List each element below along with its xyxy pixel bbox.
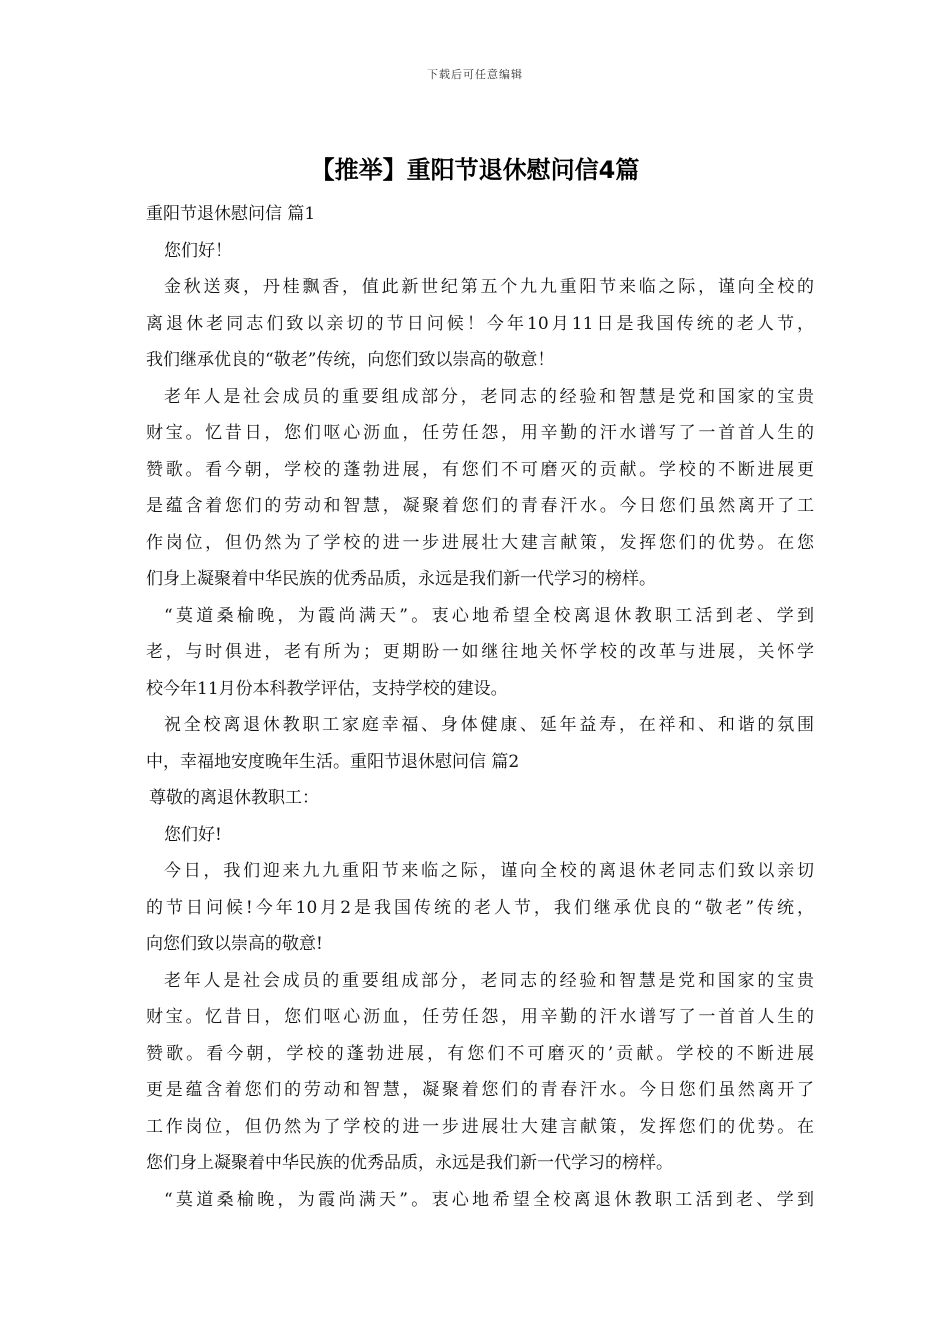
text-line: 老，与时俱进，老有所为；更期盼一如继往地关怀学校的改革与进展，关怀学 xyxy=(146,642,814,662)
text-line: “莫道桑榆晚，为霞尚满天”。衷心地希望全校离退休教职工活到老、学到 xyxy=(164,605,814,626)
text-line: 的节日问候!今年10月2是我国传统的老人节，我们继承优良的“敬老”传统， xyxy=(146,897,814,918)
text-line: 您们身上凝聚着中华民族的优秀品质，永远是我们新一代学习的榜样。 xyxy=(146,1153,673,1173)
header-note: 下载后可任意编辑 xyxy=(427,68,523,81)
text-line: 尊敬的离退休教职工： xyxy=(149,788,319,808)
text-line: “莫道桑榆晚，为霞尚满天”。衷心地希望全校离退休教职工活到老、学到 xyxy=(164,1189,814,1210)
text-line: 我们继承优良的“敬老”传统，向您们致以崇高的敬意！ xyxy=(146,350,555,370)
text-line: 校今年11月份本科教学评估，支持学校的建设。 xyxy=(146,678,508,699)
text-line: 财宝。忆昔日，您们呕心沥血，任劳任怨，用辛勤的汗水谱写了一首首人生的 xyxy=(146,1007,814,1027)
text-line: 您们好！ xyxy=(164,240,232,261)
text-line: 赞歌。看今朝，学校的蓬勃进展，有您们不可磨灭的’贡献。学校的不断进展 xyxy=(146,1043,814,1064)
text-line: 离退休老同志们致以亲切的节日问候！今年10月11日是我国传统的老人节， xyxy=(146,313,814,334)
text-line: 老年人是社会成员的重要组成部分，老同志的经验和智慧是党和国家的宝贵 xyxy=(164,970,814,991)
text-line: 金秋送爽，丹桂飘香，值此新世纪第五个九九重阳节来临之际，谨向全校的 xyxy=(164,277,814,297)
text-line: 作岗位，但仍然为了学校的进一步进展壮大建言献策，发挥您们的优势。在您 xyxy=(146,532,814,553)
text-line: 财宝。忆昔日，您们呕心沥血，任劳任怨，用辛勤的汗水谱写了一首首人生的 xyxy=(146,423,814,443)
document-title: 【推举】重阳节退休慰问信4篇 xyxy=(310,156,640,184)
text-line: 赞歌。看今朝，学校的蓬勃进展，有您们不可磨灭的贡献。学校的不断进展更 xyxy=(146,459,814,480)
text-line: 工作岗位，但仍然为了学校的进一步进展壮大建言献策，发挥您们的优势。在 xyxy=(146,1116,814,1137)
text-line: 向您们致以崇高的敬意! xyxy=(146,934,323,954)
text-line: 老年人是社会成员的重要组成部分，老同志的经验和智慧是党和国家的宝贵 xyxy=(164,386,814,407)
text-line: 您们好! xyxy=(164,824,222,845)
text-line: 更是蕴含着您们的劳动和智慧，凝聚着您们的青春汗水。今日您们虽然离开了 xyxy=(146,1080,814,1100)
text-line: 祝全校离退休教职工家庭幸福、身体健康、延年益寿，在祥和、和谐的氛围 xyxy=(164,715,814,735)
text-line: 中，幸福地安度晚年生活。重阳节退休慰问信 篇2 xyxy=(146,751,520,772)
text-line: 们身上凝聚着中华民族的优秀品质，永远是我们新一代学习的榜样。 xyxy=(146,569,656,589)
text-line: 是蕴含着您们的劳动和智慧，凝聚着您们的青春汗水。今日您们虽然离开了工 xyxy=(146,496,814,516)
text-line: 重阳节退休慰问信 篇1 xyxy=(146,204,316,224)
text-line: 今日，我们迎来九九重阳节来临之际，谨向全校的离退休老同志们致以亲切 xyxy=(164,861,814,881)
document-body xyxy=(146,196,814,1218)
